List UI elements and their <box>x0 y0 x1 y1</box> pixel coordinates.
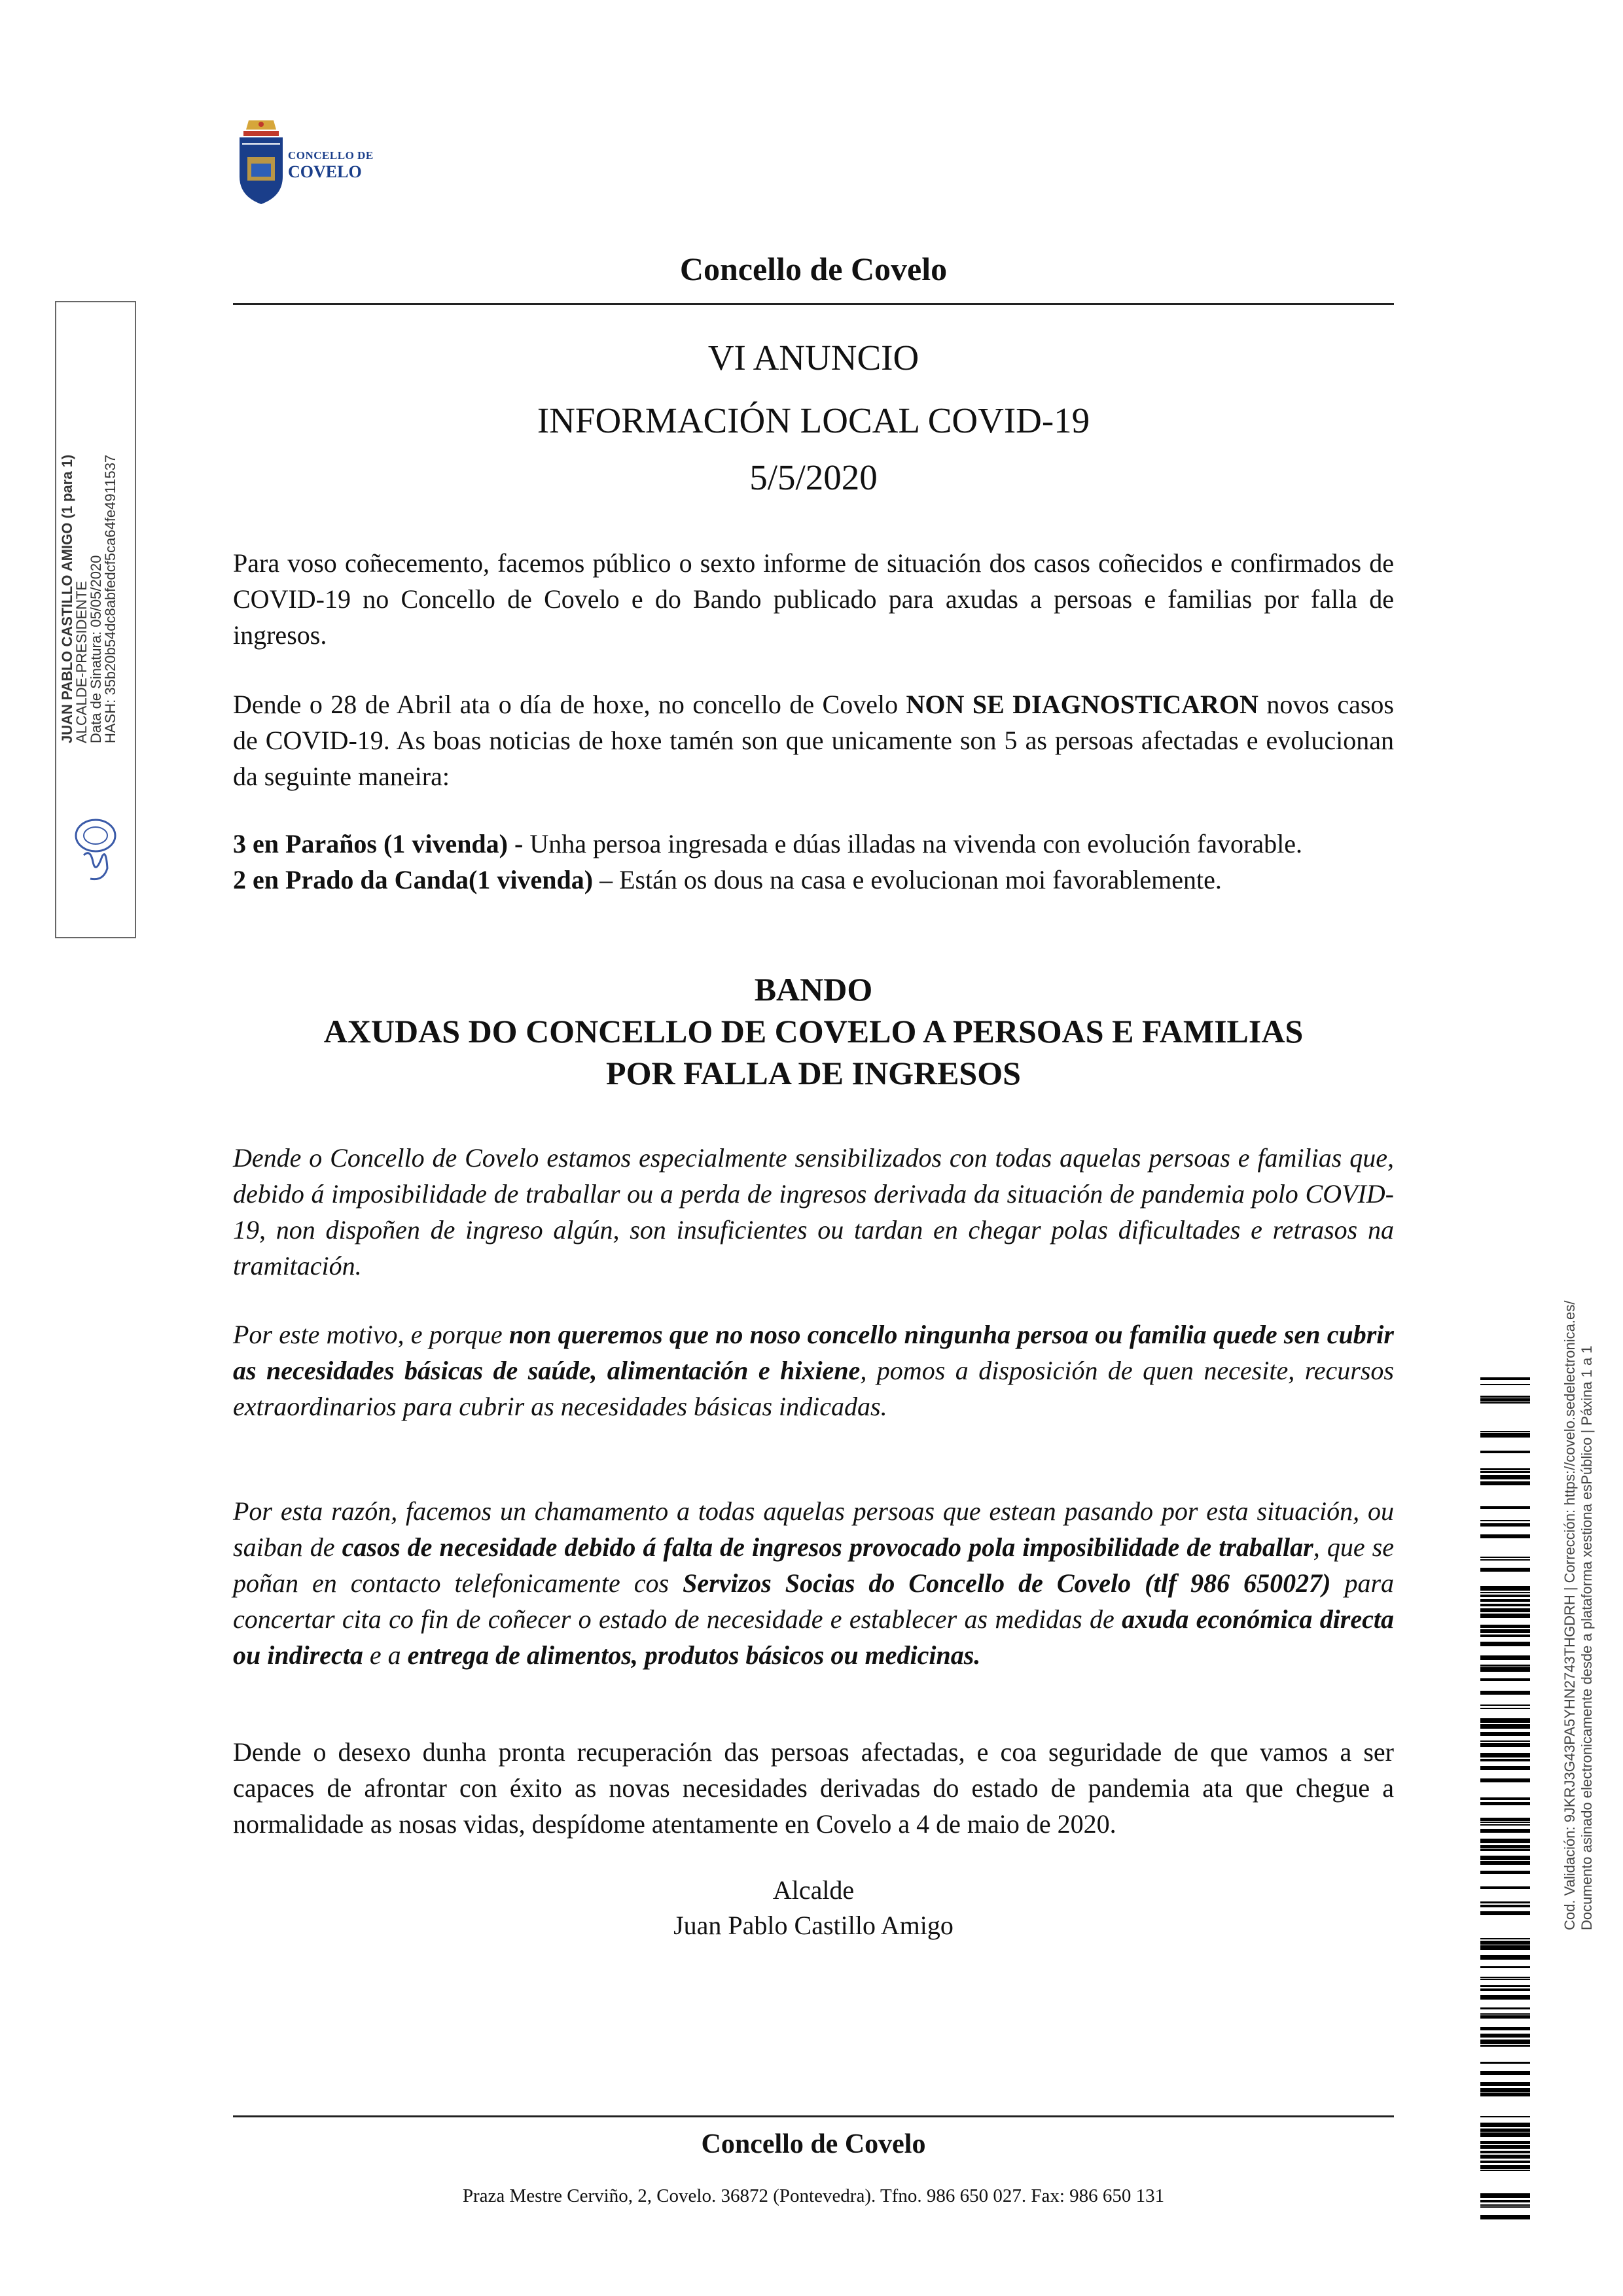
signature-block <box>233 1873 1394 1943</box>
concello-logo <box>236 118 386 242</box>
bando-p1-text: Dende o Concello de Covelo estamos especialmente sensibilizados con todas aquelas persoas e familias que, debido á imposibilidade de traballar ou a perda de ingresos derivada da situación de pandemia polo COVID-19, non dispoñen de ingreso algún, son insuficientes ou tardan en chegar polas dificultades e retrasos na tramitación. <box>233 1143 1394 1280</box>
status-lead: Dende o 28 de Abril ata o día de hoxe, no concello de Covelo <box>233 690 906 719</box>
footer-rule <box>233 2115 1394 2117</box>
announcement-date: 5/5/2020 <box>749 457 878 497</box>
signature-box-line-3: Data de Sinatura: 05/05/2020 <box>88 555 104 743</box>
p3-f: axuda económica directa ou indirecta <box>233 1604 1394 1670</box>
digital-signature-box <box>55 301 136 938</box>
signature-stamp-icon <box>71 816 120 888</box>
bando-subtitle-2: POR FALLA DE INGRESOS <box>606 1055 1021 1091</box>
footer-title: Concello de Covelo <box>701 2129 926 2159</box>
coat-of-arms-icon <box>236 118 287 209</box>
p3-c: , que se poñan en contacto telefonicamente cos <box>233 1532 1394 1598</box>
bando-heading <box>233 968 1394 1094</box>
p2-a: Por este motivo, e porque <box>233 1320 509 1349</box>
case-location: 3 en Paraños (1 vivenda) - <box>233 829 524 858</box>
header-rule <box>233 303 1394 305</box>
bando-paragraph-2 <box>233 1316 1394 1424</box>
case-text: – Están os dous na casa e evolucionan moi favorablemente. <box>593 865 1222 894</box>
closing-paragraph <box>233 1734 1394 1842</box>
validation-line-2: Documento asinado electronicamente desde a plataforma xestiona esPúblico | Páxina 1 a 1 <box>1578 1345 1595 1930</box>
announcement-title: VI ANUNCIO <box>707 338 919 378</box>
bando-paragraph-1 <box>233 1140 1394 1284</box>
barcode-icon <box>1480 1377 1530 2228</box>
case-location: 2 en Prado da Canda(1 vivenda) <box>233 865 594 894</box>
p3-e: para concertar cita co fin de coñecer o estado de necesidade e establecer as medidas de <box>233 1568 1395 1634</box>
closing-text: Dende o desexo dunha pronta recuperación das persoas afectadas, e coa seguridade de que vamos a ser capaces de afrontar con éxito as novas necesidades derivadas do estado de pandemia ata que chegue a normalidade as nosas vidas, despídome atentamente en Covelo a 4 de maio de 2020. <box>233 1737 1394 1839</box>
p2-b: non queremos que no noso concello ningunha persoa ou familia quede sen cubrir as necesidades básicas de saúde, alimentación e hixiene <box>233 1320 1394 1385</box>
case-item <box>233 826 1394 862</box>
p3-a: Por esta razón, facemos un chamamento a todas aquelas persoas que estean pasando por esta situación, ou saiban de <box>233 1496 1394 1562</box>
validation-line-1: Cod. Validación: 9JKRJ3G43PA5YHN2743THGDRH | Corrección: https://covelo.sedelectronica.es/ <box>1561 1300 1578 1930</box>
signature-name: Juan Pablo Castillo Amigo <box>673 1911 954 1940</box>
status-paragraph <box>233 686 1394 794</box>
case-text: Unha persoa ingresada e dúas illadas na vivenda con evolución favorable. <box>523 829 1302 858</box>
p3-d: Servizos Socias do Concello de Covelo (tlf 986 650027) <box>683 1568 1331 1598</box>
signature-box-line-2: ALCALDE-PRESIDENTE <box>73 580 90 743</box>
p3-g: e a <box>363 1640 408 1670</box>
logo-line-2: COVELO <box>288 162 362 181</box>
case-item <box>233 862 1394 898</box>
announcement-subtitle: INFORMACIÓN LOCAL COVID-19 <box>537 400 1090 440</box>
header-title: Concello de Covelo <box>679 251 948 287</box>
bando-paragraph-3 <box>233 1493 1394 1673</box>
signature-box-line-4: HASH: 35b20b54dc8abfedcf5ca64fe4911537 <box>102 454 118 743</box>
p3-h: entrega de alimentos, produtos básicos ou medicinas. <box>407 1640 981 1670</box>
cases-list <box>233 826 1394 898</box>
status-bold: NON SE DIAGNOSTICARON <box>906 690 1258 719</box>
signature-box-line-1: JUAN PABLO CASTILLO AMIGO (1 para 1) <box>59 454 75 743</box>
footer-address: Praza Mestre Cerviño, 2, Covelo. 36872 (Pontevedra). Tfno. 986 650 027. Fax: 986 650 131 <box>462 2185 1165 2206</box>
bando-title: BANDO <box>754 971 873 1008</box>
p3-b: casos de necesidade debido á falta de ingresos provocado pola imposibilidade de traballar <box>342 1532 1313 1562</box>
p2-c: , pomos a disposición de quen necesite, recursos extraordinarios para cubrir as necesidades básicas indicadas. <box>233 1356 1394 1421</box>
signature-role: Alcalde <box>772 1875 855 1905</box>
signature-box-text <box>60 298 118 743</box>
intro-paragraph <box>233 545 1394 653</box>
validation-text <box>1561 1300 1596 1930</box>
status-rest: novos casos de COVID-19. As boas noticias de hoxe tamén son que unicamente son 5 as persoas afectadas e evolucionan da seguinte maneira: <box>233 690 1394 791</box>
bando-subtitle-1: AXUDAS DO CONCELLO DE COVELO A PERSOAS E FAMILIAS <box>323 1013 1304 1050</box>
intro-text: Para voso coñecemento, facemos público o sexto informe de situación dos casos coñecidos e confirmados de COVID-19 no Concello de Covelo e do Bando publicado para axudas a persoas e familias por falla de ingresos. <box>233 548 1394 650</box>
logo-line-1: CONCELLO DE <box>288 149 374 162</box>
